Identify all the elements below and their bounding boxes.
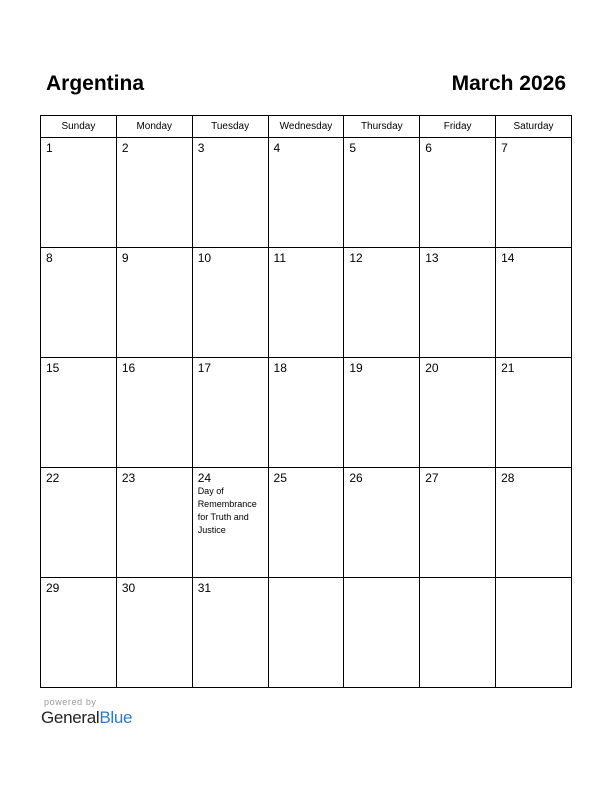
day-cell: [41, 138, 117, 248]
day-cell-content: [420, 468, 495, 485]
calendar-grid: [40, 115, 572, 688]
holiday-label: Day of Remembrance for Truth and Justice: [197, 486, 257, 535]
day-cell-content: [496, 138, 571, 155]
day-number: 15: [46, 361, 60, 375]
weekday-saturday: Saturday: [496, 116, 572, 138]
day-cell-content: [344, 248, 419, 265]
day-cell-content: [269, 358, 344, 375]
day-number: 27: [425, 471, 439, 485]
week-row: [41, 248, 572, 358]
day-cell-content: [117, 358, 192, 375]
day-cell-content: [193, 138, 268, 155]
week-row: [41, 358, 572, 468]
day-number: 3: [197, 141, 205, 155]
week-row: [41, 578, 572, 688]
day-cell-content: [420, 248, 495, 265]
day-cell: [420, 468, 496, 578]
day-number: 13: [425, 251, 439, 265]
weekday-header-row: [41, 116, 572, 138]
day-cell: [192, 358, 268, 468]
day-number: 18: [273, 361, 287, 375]
day-number: 12: [349, 251, 363, 265]
weekday-friday: Friday: [420, 116, 496, 138]
day-cell-content: [41, 468, 116, 485]
day-number: 17: [197, 361, 212, 375]
weekday-tuesday: Tuesday: [192, 116, 268, 138]
day-cell: [496, 468, 572, 578]
week-row: [41, 468, 572, 578]
day-cell-content: [496, 468, 571, 485]
weekday-sunday: Sunday: [41, 116, 117, 138]
day-cell: [192, 248, 268, 358]
day-cell-content: [344, 358, 419, 375]
day-number: 21: [501, 361, 515, 375]
day-cell-content: [41, 248, 116, 265]
day-cell: [116, 578, 192, 688]
day-cell-content: [496, 578, 571, 581]
day-number: 29: [46, 581, 60, 595]
day-number: 8: [46, 251, 53, 265]
day-number: 22: [46, 471, 60, 485]
day-cell: [496, 248, 572, 358]
day-cell: [344, 358, 420, 468]
day-number: 30: [121, 581, 136, 595]
day-cell-content: [117, 578, 192, 595]
day-cell: [41, 468, 117, 578]
day-cell-content: [420, 138, 495, 155]
day-number: 5: [349, 141, 357, 155]
week-row: [41, 138, 572, 248]
day-cell-content: [193, 248, 268, 265]
month-title: March 2026: [451, 72, 566, 95]
day-cell: [268, 358, 344, 468]
day-cell: [420, 138, 496, 248]
day-cell-content: [269, 248, 344, 265]
day-number: 26: [349, 471, 363, 485]
day-cell-content: [269, 578, 344, 581]
day-cell: [116, 468, 192, 578]
day-cell: [496, 358, 572, 468]
day-cell: [420, 358, 496, 468]
day-cell-content: [344, 138, 419, 155]
day-cell: [41, 578, 117, 688]
day-cell: [268, 578, 344, 688]
day-cell-content: [41, 138, 116, 155]
day-cell: [268, 138, 344, 248]
day-cell: [496, 578, 572, 688]
day-number: 1: [46, 141, 53, 155]
day-number: 10: [197, 251, 212, 265]
day-cell: [116, 248, 192, 358]
day-number: 28: [501, 471, 515, 485]
weekday-monday: Monday: [116, 116, 192, 138]
day-number: 16: [121, 361, 136, 375]
day-cell: [344, 248, 420, 358]
day-number: 23: [121, 471, 136, 485]
day-cell: [344, 138, 420, 248]
day-cell-content: [193, 578, 268, 595]
day-number: 24: [197, 471, 212, 485]
day-number: 25: [273, 471, 287, 485]
day-cell: [268, 248, 344, 358]
day-cell-content: [117, 138, 192, 155]
day-cell-content: [269, 138, 344, 155]
day-cell-content: [496, 248, 571, 265]
day-cell: [268, 468, 344, 578]
day-cell: [420, 578, 496, 688]
day-number: 31: [197, 581, 212, 595]
country-title: Argentina: [46, 72, 145, 95]
day-cell-content: [193, 468, 268, 537]
day-cell-content: [344, 578, 419, 581]
day-number: 14: [501, 251, 515, 265]
day-cell: [116, 358, 192, 468]
generalblue-logo: [41, 708, 132, 728]
day-cell-content: [117, 468, 192, 485]
day-cell: [420, 248, 496, 358]
day-cell-content: [344, 468, 419, 485]
day-cell-content: [269, 468, 344, 485]
day-cell-content: [420, 358, 495, 375]
day-number: 19: [349, 361, 363, 375]
day-cell-content: [41, 578, 116, 595]
day-cell: [41, 358, 117, 468]
logo-text-general: General: [41, 708, 100, 727]
powered-by-label: powered by: [44, 697, 97, 707]
logo-text-blue: Blue: [99, 708, 133, 727]
day-number: 2: [121, 141, 129, 155]
day-cell: [496, 138, 572, 248]
weekday-wednesday: Wednesday: [268, 116, 344, 138]
day-cell-content: [420, 578, 495, 581]
day-cell-content: [496, 358, 571, 375]
day-cell: [192, 468, 268, 578]
day-cell: [344, 578, 420, 688]
day-cell: [192, 578, 268, 688]
day-cell: [192, 138, 268, 248]
day-cell-content: [41, 358, 116, 375]
day-cell-content: [117, 248, 192, 265]
weekday-thursday: Thursday: [344, 116, 420, 138]
day-number: 9: [121, 251, 129, 265]
day-number: 6: [425, 141, 432, 155]
day-number: 7: [501, 141, 508, 155]
day-number: 4: [273, 141, 281, 155]
day-cell: [116, 138, 192, 248]
day-number: 11: [273, 251, 286, 265]
day-cell: [41, 248, 117, 358]
day-number: 20: [425, 361, 439, 375]
day-cell: [344, 468, 420, 578]
day-cell-content: [193, 358, 268, 375]
